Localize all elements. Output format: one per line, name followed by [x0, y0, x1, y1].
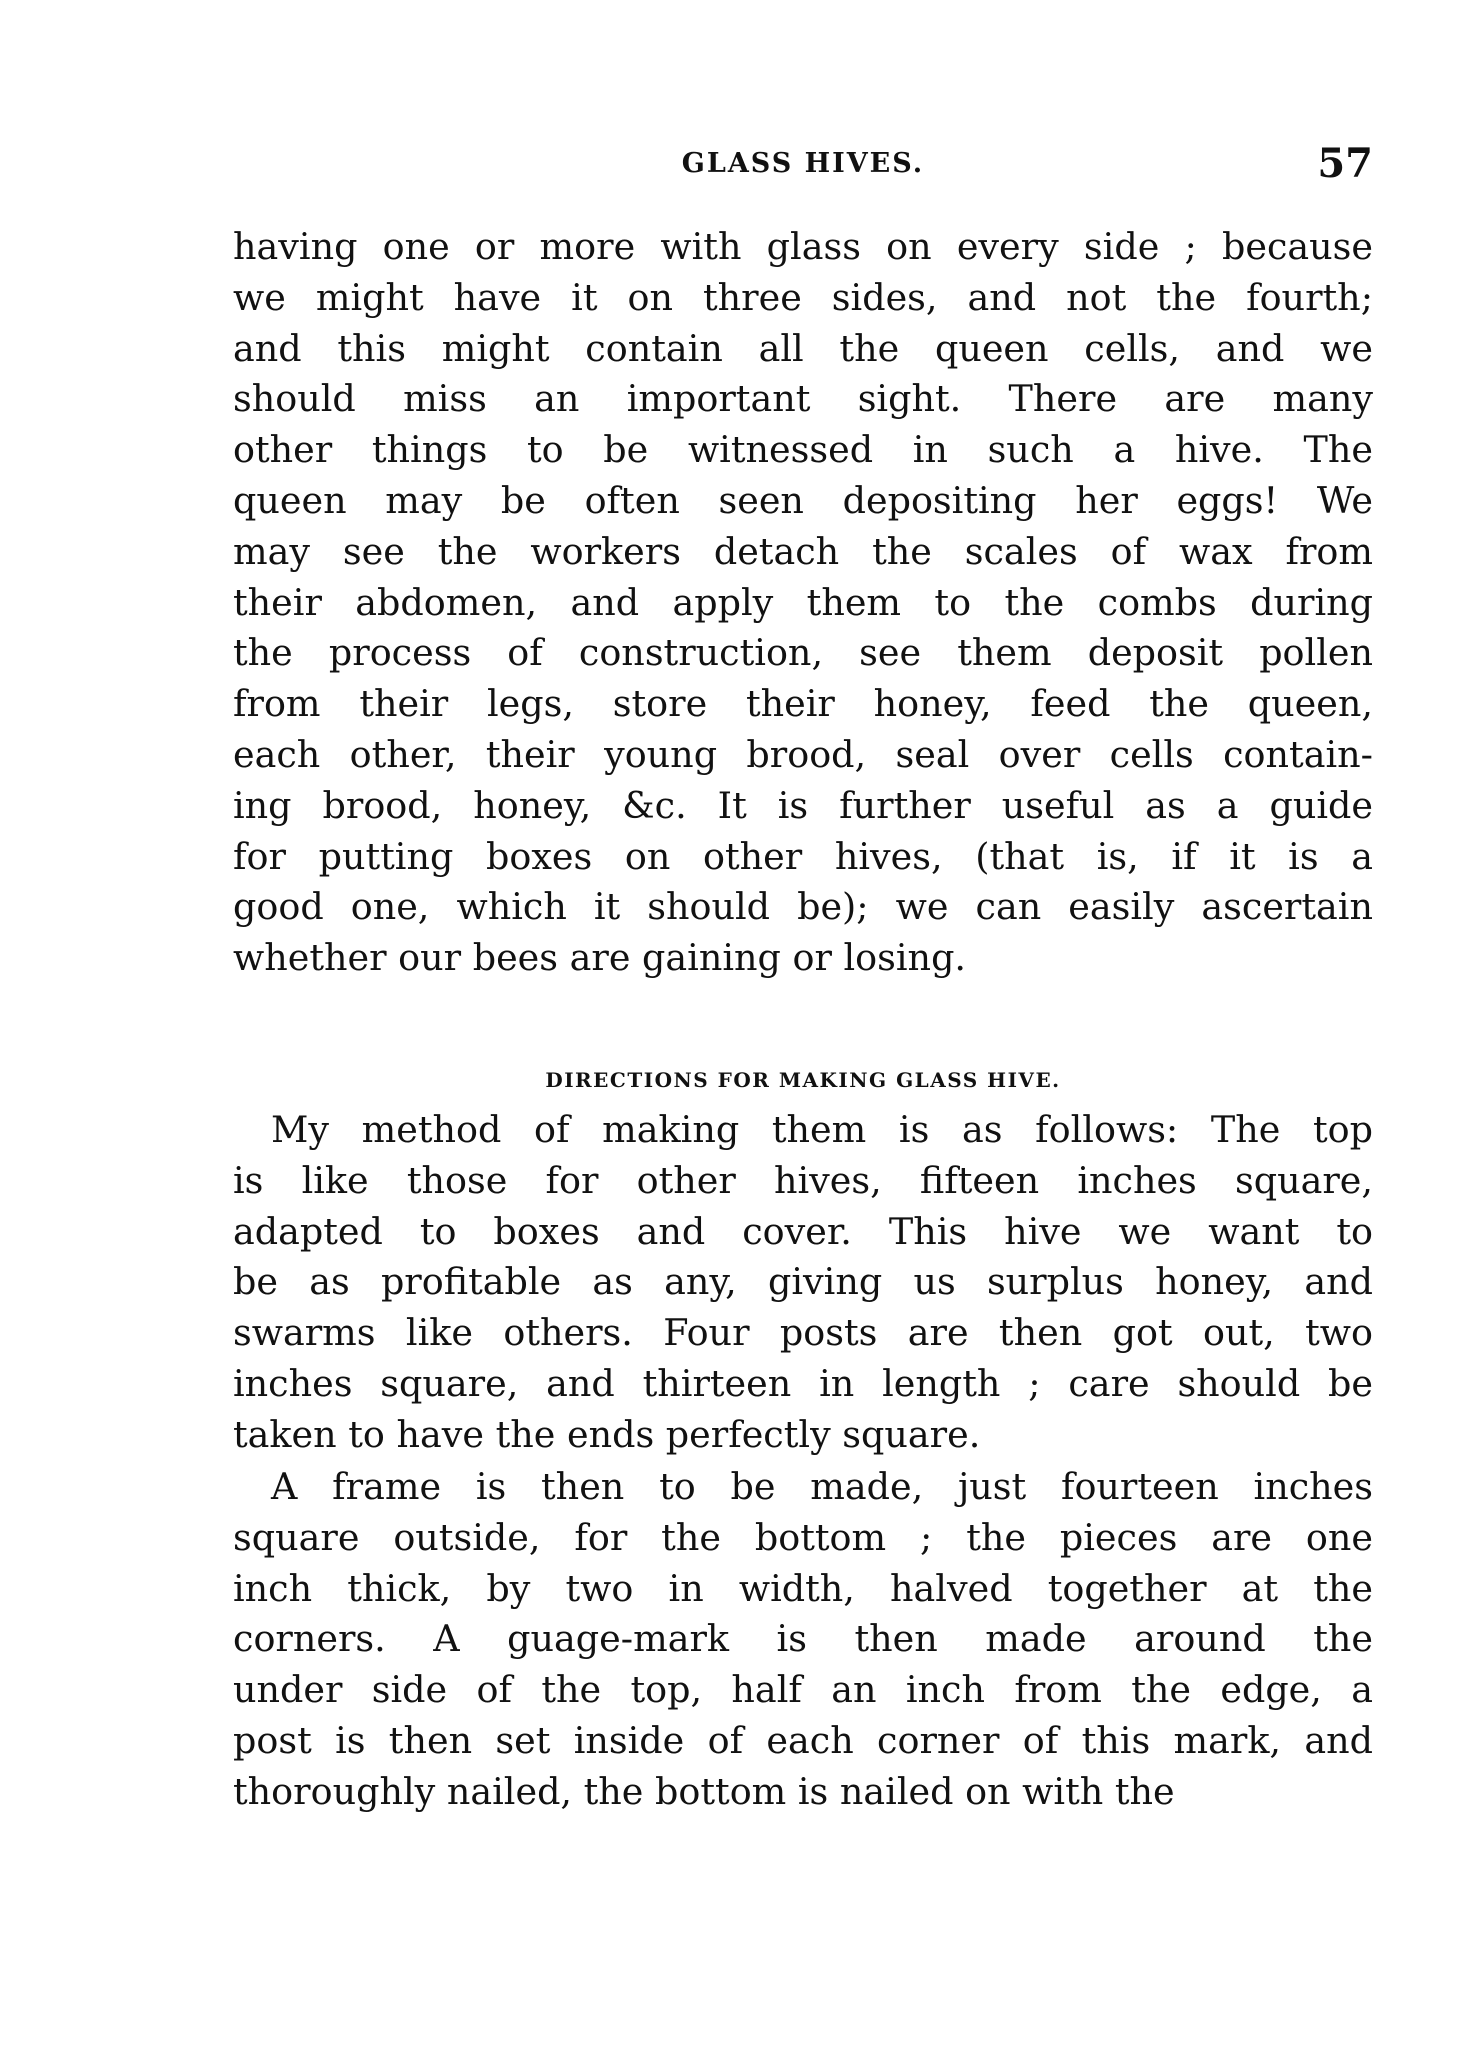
text-line: from their legs, store their honey, feed the queen, [233, 682, 1373, 726]
text-line: taken to have the ends perfectly square. [233, 1412, 981, 1456]
text-line: adapted to boxes and cover. This hive we want to [233, 1209, 1373, 1253]
text-line: inch thick, by two in width, halved together at the [233, 1566, 1373, 1610]
text-line: having one or more with glass on every side ; because [233, 225, 1373, 268]
text-line: under side of the top, half an inch from the edge, a [233, 1668, 1373, 1712]
text-line: thoroughly nailed, the bottom is nailed on with the [233, 1769, 1175, 1813]
text-line: My method of making them is as follows: The top [271, 1108, 1373, 1151]
text-line: should miss an important sight. There are many [233, 377, 1373, 421]
text-line: and this might contain all the queen cells, and we [233, 326, 1373, 370]
paragraph-3 [233, 1462, 1373, 1818]
paragraph-2 [233, 1105, 1373, 1461]
text-line: for putting boxes on other hives, (that is, if it is a [233, 834, 1373, 878]
text-line: post is then set inside of each corner of this mark, and [233, 1718, 1373, 1762]
text-line: be as profitable as any, giving us surplus honey, and [233, 1260, 1373, 1304]
page-header [233, 140, 1373, 190]
text-line: their abdomen, and apply them to the combs during [233, 580, 1373, 624]
text-line: corners. A guage-mark is then made around the [233, 1617, 1373, 1661]
text-line: whether our bees are gaining or losing. [233, 936, 967, 980]
text-line: square outside, for the bottom ; the pieces are one [233, 1515, 1373, 1559]
text-line: swarms like others. Four posts are then got out, two [233, 1311, 1373, 1355]
text-line: each other, their young brood, seal over cells contain- [233, 732, 1373, 776]
page-number: 57 [1317, 140, 1373, 187]
text-line: we might have it on three sides, and not the fourth; [233, 275, 1373, 319]
text-line: may see the workers detach the scales of wax from [233, 529, 1373, 573]
text-line: ing brood, honey, &c. It is further useful as a guide [233, 783, 1373, 827]
running-title: GLASS HIVES. [681, 148, 925, 179]
text-line: other things to be witnessed in such a hive. The [233, 428, 1373, 472]
text-line: inches square, and thirteen in length ; care should be [233, 1361, 1373, 1405]
paragraph-1 [233, 222, 1373, 984]
section-heading: DIRECTIONS FOR MAKING GLASS HIVE. [545, 1068, 1061, 1092]
text-line: the process of construction, see them deposit pollen [233, 631, 1373, 675]
text-line: A frame is then to be made, just fourteen inches [271, 1465, 1373, 1508]
text-line: queen may be often seen depositing her eggs! We [233, 478, 1373, 522]
text-line: is like those for other hives, fifteen inches square, [233, 1158, 1373, 1202]
text-line: good one, which it should be); we can easily ascertain [233, 885, 1373, 929]
